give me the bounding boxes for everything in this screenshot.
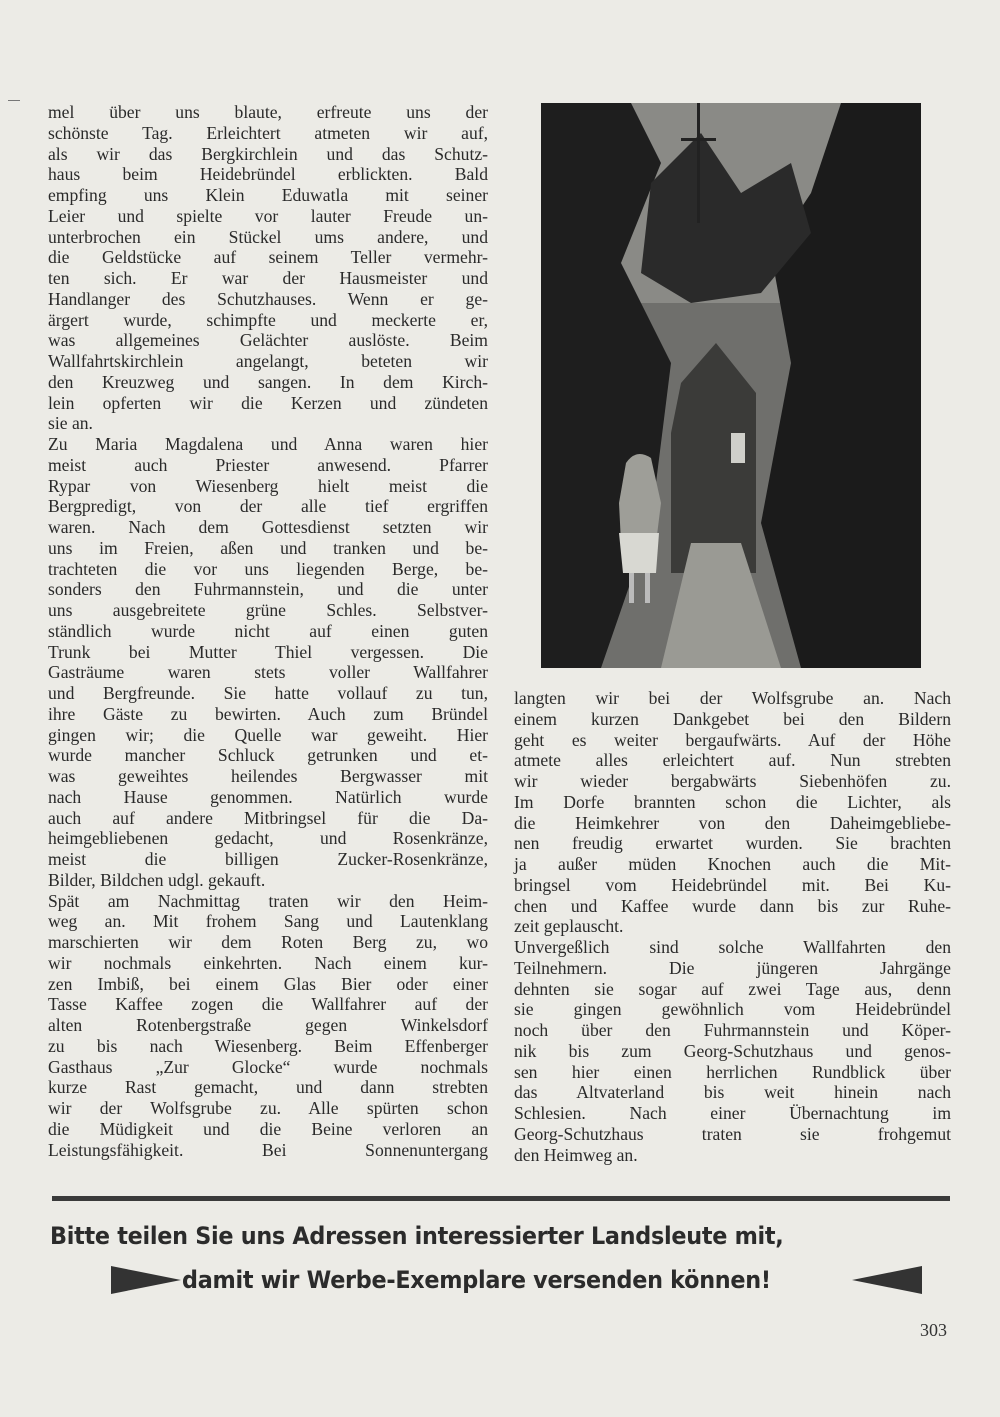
text-line: Handlanger des Schutzhauses. Wenn er ge- bbox=[48, 288, 488, 309]
text-line: alten Rotenbergstraße gegen Winkelsdorf bbox=[48, 1015, 488, 1035]
text-line: Spät am Nachmittag traten wir den Heim- bbox=[48, 890, 488, 911]
text-line: Trunk bei Mutter Thiel vergessen. Die bbox=[48, 641, 488, 662]
text-line: zeit geplauscht. bbox=[514, 916, 624, 937]
text-line: ständlich wurde nicht auf einen guten bbox=[48, 620, 488, 641]
text-line: uns im Freien, aßen und tranken und be- bbox=[48, 537, 488, 558]
text-line: die Geldstücke auf seinem Teller vermehr- bbox=[48, 247, 488, 268]
text-line: ja außer müden Knochen auch die Mit- bbox=[514, 854, 951, 874]
text-line: was allgemeines Gelächter auslöste. Beim bbox=[48, 330, 488, 351]
text-line: was geweihtes heilendes Bergwasser mit bbox=[48, 766, 488, 786]
text-line: meist die billigen Zucker-Rosenkränze, bbox=[48, 849, 488, 869]
arrow-right-icon bbox=[111, 1266, 181, 1294]
text-line: Leier und spielte vor lauter Freude un- bbox=[48, 205, 488, 226]
text-line: gingen wir; die Quelle war geweiht. Hier bbox=[48, 724, 488, 745]
text-line: wurde mancher Schluck getrunken und et- bbox=[48, 745, 488, 766]
text-line: als wir das Bergkirchlein und das Schutz- bbox=[48, 143, 488, 164]
text-line: Unvergeßlich sind solche Wallfahrten den bbox=[514, 937, 951, 957]
text-line: langten wir bei der Wolfsgrube an. Nach bbox=[514, 688, 951, 708]
text-line: schönste Tag. Erleichtert atmeten wir auf, bbox=[48, 122, 488, 143]
text-line: lein opferten wir die Kerzen und zündeten bbox=[48, 392, 488, 413]
text-line: nen freudig erwartet wurden. Sie brachten bbox=[514, 833, 951, 854]
text-line: auch auf andere Mitbringsel für die Da- bbox=[48, 807, 488, 828]
text-line: chen und Kaffee wurde dann bis zur Ruhe- bbox=[514, 895, 951, 916]
horizontal-rule bbox=[52, 1196, 950, 1201]
left-text-column bbox=[48, 102, 488, 1160]
text-line: mel über uns blaute, erfreute uns der bbox=[48, 102, 488, 122]
text-line: ärgert wurde, schimpfte und meckerte er, bbox=[48, 309, 488, 330]
text-line: sie gingen gewöhnlich vom Heidebründel bbox=[514, 999, 951, 1020]
page-number: 303 bbox=[920, 1320, 947, 1340]
text-line: Wallfahrtskirchlein angelangt, beteten wir bbox=[48, 351, 488, 371]
text-line: Teilnehmern. Die jüngeren Jahrgänge bbox=[514, 957, 951, 978]
text-line: Schlesien. Nach einer Übernachtung im bbox=[514, 1103, 951, 1123]
text-line: empfing uns Klein Eduwatla mit seiner bbox=[48, 185, 488, 205]
text-line: Rypar von Wiesenberg hielt meist die bbox=[48, 475, 488, 496]
text-line: bringsel vom Heidebründel mit. Bei Ku- bbox=[514, 874, 951, 895]
text-line: Georg-Schutzhaus traten sie frohgemut bbox=[514, 1123, 951, 1144]
text-line: heimgebliebenen gedacht, und Rosenkränze, bbox=[48, 828, 488, 849]
text-line: das Altvaterland bis weit hinein nach bbox=[514, 1082, 951, 1103]
banner-line-1: Bitte teilen Sie uns Adressen interessierter Landsleute mit, bbox=[50, 1222, 784, 1250]
text-line: noch über den Fuhrmannstein und Köper- bbox=[514, 1020, 951, 1040]
text-line: wir nochmals einkehrten. Nach einem kur- bbox=[48, 952, 488, 973]
text-line: sen hier einen herrlichen Rundblick über bbox=[514, 1061, 951, 1082]
text-line: Im Dorfe brannten schon die Lichter, als bbox=[514, 791, 951, 812]
text-line: ten sich. Er war der Hausmeister und bbox=[48, 268, 488, 288]
text-line: unterbrochen ein Stückel ums andere, und bbox=[48, 226, 488, 247]
arrow-left-icon bbox=[852, 1266, 922, 1294]
text-line: Zu Maria Magdalena und Anna waren hier bbox=[48, 434, 488, 454]
text-line: Bilder, Bildchen udgl. gekauft. bbox=[48, 869, 266, 890]
text-line: dehnten sie sogar auf zwei Tage aus, denn bbox=[514, 978, 951, 999]
text-line: Gasthaus „Zur Glocke“ wurde nochmals bbox=[48, 1056, 488, 1077]
text-line: haus beim Heidebründel erblickten. Bald bbox=[48, 164, 488, 185]
text-line: weg an. Mit frohem Sang und Lautenklang bbox=[48, 911, 488, 932]
text-line: Gasträume waren stets voller Wallfahrer bbox=[48, 662, 488, 683]
text-line: den Heimweg an. bbox=[514, 1144, 638, 1165]
text-line: die Heimkehrer von den Daheimgebliebe- bbox=[514, 812, 951, 833]
banner-line-2: damit wir Werbe-Exemplare versenden können! bbox=[182, 1266, 771, 1294]
text-line: wir der Wolfsgrube zu. Alle spürten schon bbox=[48, 1098, 488, 1118]
margin-mark bbox=[8, 100, 20, 101]
text-line: marschierten wir dem Roten Berg zu, wo bbox=[48, 932, 488, 952]
text-line: uns ausgebreitete grüne Schles. Selbstver- bbox=[48, 600, 488, 620]
text-line: Bergpredigt, von der alle tief ergriffen bbox=[48, 496, 488, 517]
text-line: Tasse Kaffee zogen die Wallfahrer auf der bbox=[48, 994, 488, 1015]
text-line: Leistungsfähigkeit. Bei Sonnenuntergang bbox=[48, 1139, 488, 1160]
chapel-photo bbox=[541, 103, 921, 668]
text-line: meist auch Priester anwesend. Pfarrer bbox=[48, 454, 488, 475]
text-line: die Müdigkeit und die Beine verloren an bbox=[48, 1118, 488, 1139]
text-line: nach Hause genommen. Natürlich wurde bbox=[48, 786, 488, 807]
text-line: geht es weiter bergaufwärts. Auf der Höhe bbox=[514, 729, 951, 750]
text-line: trachteten die vor uns liegenden Berge, be- bbox=[48, 558, 488, 579]
text-line: den Kreuzweg und sangen. In dem Kirch- bbox=[48, 371, 488, 392]
right-text-column bbox=[514, 688, 951, 1165]
text-line: atmete alles erleichtert auf. Nun strebten bbox=[514, 750, 951, 771]
text-line: wir wieder bergabwärts Siebenhöfen zu. bbox=[514, 771, 951, 791]
text-line: und Bergfreunde. Sie hatte vollauf zu tun, bbox=[48, 683, 488, 703]
text-line: sonders den Fuhrmannstein, und die unter bbox=[48, 579, 488, 600]
text-line: kurze Rast gemacht, und dann strebten bbox=[48, 1077, 488, 1098]
text-line: waren. Nach dem Gottesdienst setzten wir bbox=[48, 517, 488, 537]
text-line: ihre Gäste zu bewirten. Auch zum Bründel bbox=[48, 703, 488, 724]
text-line: zu bis nach Wiesenberg. Beim Effenberger bbox=[48, 1035, 488, 1056]
text-line: zen Imbiß, bei einem Glas Bier oder einer bbox=[48, 973, 488, 994]
text-line: einem kurzen Dankgebet bei den Bildern bbox=[514, 708, 951, 729]
text-line: sie an. bbox=[48, 413, 93, 434]
text-line: nik bis zum Georg-Schutzhaus und genos- bbox=[514, 1040, 951, 1061]
